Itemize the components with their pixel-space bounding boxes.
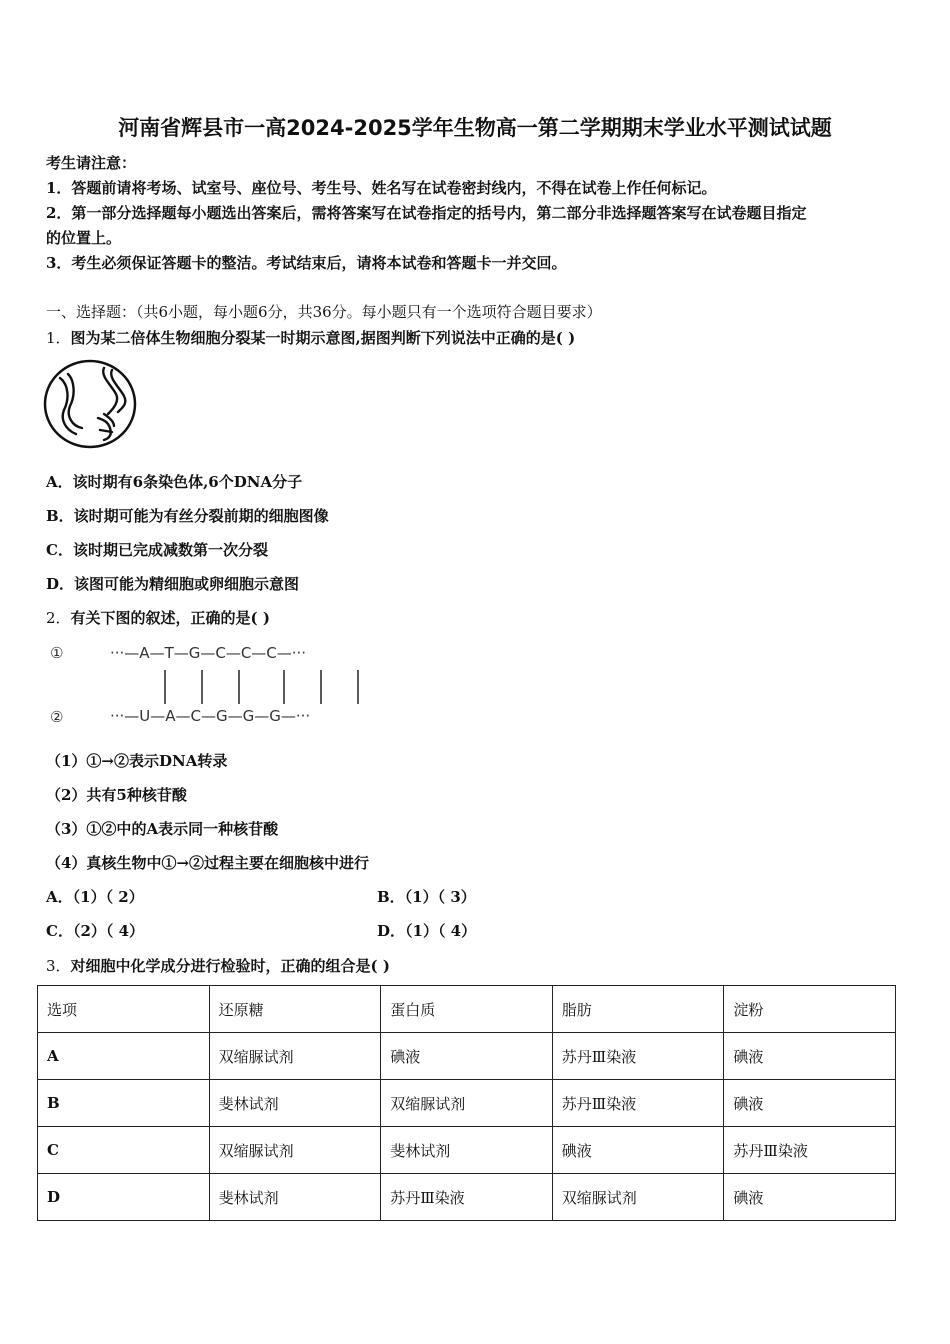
question-2-option-d: D．（1）（ 4）: [377, 922, 477, 940]
table-row: [38, 1174, 896, 1221]
table-cell: 碘液: [381, 1033, 553, 1080]
table-row: [38, 1080, 896, 1127]
question-2-stem: [46, 607, 270, 628]
question-2-option-b: B．（1）（ 3）: [377, 888, 476, 906]
question-1-option-c: C．该时期已完成减数第一次分裂: [46, 541, 268, 559]
question-1-option-d: D．该图可能为精细胞或卵细胞示意图: [46, 575, 300, 593]
table-cell: 苏丹Ⅲ染液: [381, 1174, 553, 1221]
notice-item-1: 1．答题前请将考场、试室号、座位号、考生号、姓名写在试卷密封线内，不得在试卷上作任何标记。: [46, 179, 717, 197]
table-header-cell: 还原糖: [209, 986, 381, 1033]
section-heading: 一、选择题：（共6小题，每小题6分，共36分。每小题只有一个选项符合题目要求）: [46, 303, 602, 321]
table-cell: 斐林试剂: [209, 1174, 381, 1221]
table-cell: 双缩脲试剂: [381, 1080, 553, 1127]
question-2-option-a: A．（1）（ 2）: [46, 888, 144, 906]
table-header-cell: 选项: [38, 986, 210, 1033]
table-cell: 苏丹Ⅲ染液: [552, 1033, 724, 1080]
notice-item-3: 3．考生必须保证答题卡的整洁。考试结束后，请将本试卷和答题卡一并交回。: [46, 254, 567, 272]
strand-1-sequence: ···—A—T—G—C—C—C—···: [110, 644, 307, 662]
table-cell: 碘液: [724, 1174, 896, 1221]
statement-3: （3）①②中的A表示同一种核苷酸: [46, 820, 279, 838]
table-cell: 碘液: [724, 1033, 896, 1080]
table-cell: 双缩脲试剂: [209, 1033, 381, 1080]
reagent-table: [37, 985, 896, 1221]
table-cell: A: [38, 1033, 210, 1080]
statement-2: （2）共有5种核苷酸: [46, 786, 187, 804]
question-3-text: 对细胞中化学成分进行检验时，正确的组合是( ): [70, 957, 390, 975]
question-1-option-a: A．该时期有6条染色体,6个DNA分子: [46, 473, 303, 491]
strand-2-label: ②: [50, 708, 64, 726]
question-3-number: 3．: [46, 957, 71, 975]
table-cell: C: [38, 1127, 210, 1174]
notice-heading: 考生请注意：: [46, 154, 137, 172]
table-header-cell: 蛋白质: [381, 986, 553, 1033]
table-cell: 苏丹Ⅲ染液: [724, 1127, 896, 1174]
table-cell: D: [38, 1174, 210, 1221]
question-1-option-b: B．该时期可能为有丝分裂前期的细胞图像: [46, 507, 329, 525]
table-row: [38, 1033, 896, 1080]
table-header-row: [38, 986, 896, 1033]
question-2-text: 有关下图的叙述，正确的是( ): [70, 609, 270, 627]
notice-item-2: 2．第一部分选择题每小题选出答案后，需将答案写在试卷指定的括号内，第二部分非选择题答案写在试卷题目指定: [46, 204, 807, 222]
statement-4: （4）真核生物中①→②过程主要在细胞核中进行: [46, 854, 370, 872]
table-cell: 苏丹Ⅲ染液: [552, 1080, 724, 1127]
question-3-stem: [46, 955, 390, 976]
dna-rna-diagram: [46, 638, 416, 730]
table-row: [38, 1127, 896, 1174]
table-cell: 双缩脲试剂: [209, 1127, 381, 1174]
table-cell: 斐林试剂: [209, 1080, 381, 1127]
table-cell: 斐林试剂: [381, 1127, 553, 1174]
question-1-number: 1．: [46, 329, 71, 347]
question-2-option-c: C．（2）（ 4）: [46, 922, 145, 940]
notice-item-2-cont: 的位置上。: [46, 229, 122, 247]
table-header-cell: 脂肪: [552, 986, 724, 1033]
table-header-cell: 淀粉: [724, 986, 896, 1033]
table-cell: B: [38, 1080, 210, 1127]
table-cell: 碘液: [724, 1080, 896, 1127]
statement-1: （1）①→②表示DNA转录: [46, 752, 228, 770]
question-1-text: 图为某二倍体生物细胞分裂某一时期示意图,据图判断下列说法中正确的是( ): [70, 329, 576, 347]
table-cell: 碘液: [552, 1127, 724, 1174]
cell-division-diagram: [42, 358, 140, 450]
question-1-stem: [46, 327, 575, 348]
page-title: 河南省辉县市一高2024-2025学年生物高一第二学期期末学业水平测试试题: [118, 116, 832, 140]
question-2-number: 2．: [46, 609, 71, 627]
strand-1-label: ①: [50, 644, 64, 662]
table-cell: 双缩脲试剂: [552, 1174, 724, 1221]
base-pair-bonds: [165, 670, 358, 704]
strand-2-sequence: ···—U—A—C—G—G—G—···: [110, 707, 311, 725]
